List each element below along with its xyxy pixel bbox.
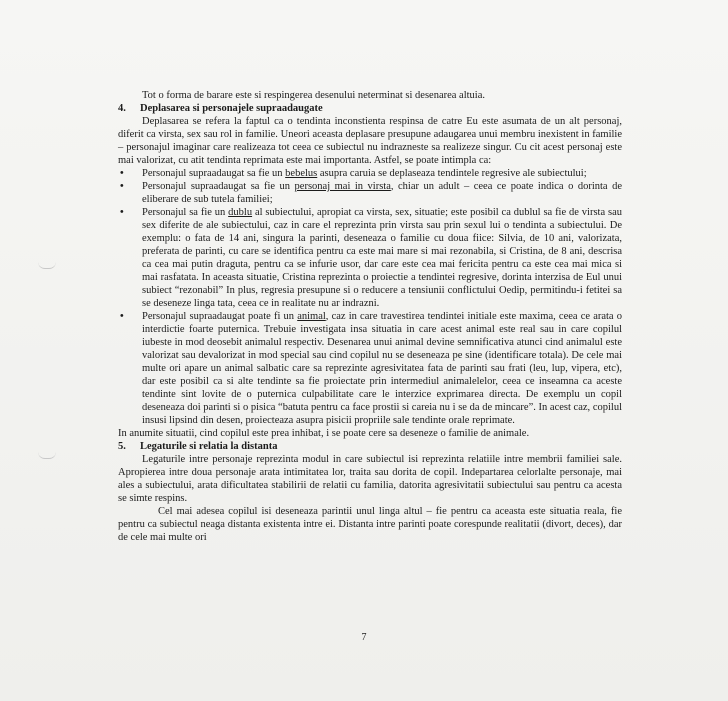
bullet-text: Personajul sa fie un [142, 207, 229, 218]
bullet-text: al subiectului, apropiat ca virsta, sex, situatie; este posibil ca dublul sa fie de virsta sau sex diferite de ale subiectului, caz in care el reprezinta prin virsta sau prin sexul lui o tendinta a subiectului. De exemplu: o fata de 14 ani, singura la parinti, deseneaza o familie cu doua fiice: Silvia, de 10 ani, valorizata, preferata de parinti, cu care se identifica pentru ca este mai mare si mai rezonabila, si Cristina, de 8 ani, descrisa ca cea mai putin draguta, pentru ca se infurie usor, dar care este cea mai fericita pentru ca este cea mai mica si mai rasfatata. In aceasta situatie, Cristina reprezinta o proiectie a tendintei regresive, dorinta interzisa de Eul unui subiect “rezonabil” In plus, regresia presupune si o reducere a tensiunii conflictului Oedip, permitindu-i fetitei sa se deseneze linga tata, ceea ce in realitate nu ar indrazni. [142, 207, 622, 309]
bullet-item [118, 167, 622, 180]
section-5-paragraph-2: Cel mai adesea copilul isi deseneaza parintii unul linga altul – fie pentru ca aceasta este situatia reala, fie pentru ca subiectul neaga distanta existenta intre ei. Distanta intre parinti poate corespunde realitatii (divort, deces), dar de cele mai multe ori [118, 506, 622, 543]
bullet-item [118, 180, 622, 206]
section-number: 4. [118, 103, 126, 114]
punch-hole-mark-upper [38, 262, 56, 269]
bullet-text: Personajul supraadaugat sa fie un [142, 181, 295, 192]
section-number: 5. [118, 441, 126, 452]
section-5-paragraph-1: Legaturile intre personaje reprezinta modul in care subiectul isi reprezinta relatiile intre membrii familiei sale. Apropierea intre doua personaje arata intimitatea lor, traita sau dorita de copil. Indepartarea celorlalte personaje, mai ales a subiectului, arata dificultatea stabilirii de relatii cu familia, datorita agresivitatii subiectului sau pentru ca acesta se simte respins. [118, 454, 622, 504]
bullet-list [118, 167, 622, 427]
bullet-text: Personajul supraadaugat sa fie un [142, 168, 286, 179]
intro-line: Tot o forma de barare este si respingerea desenului neterminat si desenarea altuia. [142, 90, 485, 101]
bullet-text: , chiar un adult – ceea ce poate indica o dorinta de eliberare de sub tutela familiei; [142, 181, 622, 205]
underlined-term: animal [297, 311, 326, 322]
page-number: 7 [361, 632, 367, 643]
underlined-term: bebelus [285, 168, 318, 179]
section-4-closing: In anumite situatii, cind copilul este prea inhibat, i se poate cere sa deseneze o familie de animale. [118, 428, 530, 439]
section-heading-5 [118, 440, 622, 453]
bullet-text: , caz in care travestirea tendintei initiale este maxima, ceea ce arata o interdictie foarte puternica. Trebuie investigata insa situatia in care acest animal este real sau in care copilul iubeste in mod deosebit animalul respectiv. Desenarea unui animal devine semnificativa atunci cind animalul este valorizat sau devalorizat in mod special sau cind copilul nu se deseneaza pe sine (identificare totala). De cele mai multe ori apare un animal salbatic care sa reprezinte agresivitatea fata de parinti sau frati (leu, lup, vipera, etc), dar este posibil ca si alte tendinte sa fie proiectate prin intermediul animalelelor, ceea ce inseamna ca aceste tendinte sint lovite de o puternica culpabilitate care le interzice exprimarea directa. De exemplu un copil deseneaza doi parinti si o pisica “batuta pentru ca face prostii si careia nu i se da de mincare”. In acest caz, copilul insusi lipsind din desen, proiecteaza asupra pisicii propriile sale tendinte orale reprimate. [142, 311, 623, 426]
section-4-paragraph: Deplasarea se refera la faptul ca o tendinta inconstienta respinsa de catre Eu este asumata de un alt personaj, diferit ca virsta, sex sau rol in familie. Uneori aceasta deplasare presupune adaugarea unui membru inexistent in familie – personajul imaginar care realizeaza tot ceea ce subiectul nu indrazneste sa realizeze singur. Cu cit acest personaj este mai valorizat, cu atit tendinta reprimata este mai importanta. Astfel, se poate intimpla ca: [118, 116, 622, 166]
punch-hole-mark-lower [38, 452, 56, 459]
section-heading-4 [118, 102, 622, 115]
bullet-item [118, 310, 622, 427]
section-title: Legaturile si relatia la distanta [140, 441, 278, 452]
underlined-term: dublu [228, 207, 253, 218]
bullet-text: asupra caruia se deplaseaza tendintele regresive ale subiectului; [317, 168, 587, 179]
bullet-item [118, 206, 622, 310]
bullet-text: Personajul supraadaugat poate fi un [142, 311, 298, 322]
underlined-term: personaj mai in virsta [294, 181, 391, 192]
section-title: Deplasarea si personajele supraadaugate [140, 103, 323, 114]
document-body [118, 89, 622, 544]
